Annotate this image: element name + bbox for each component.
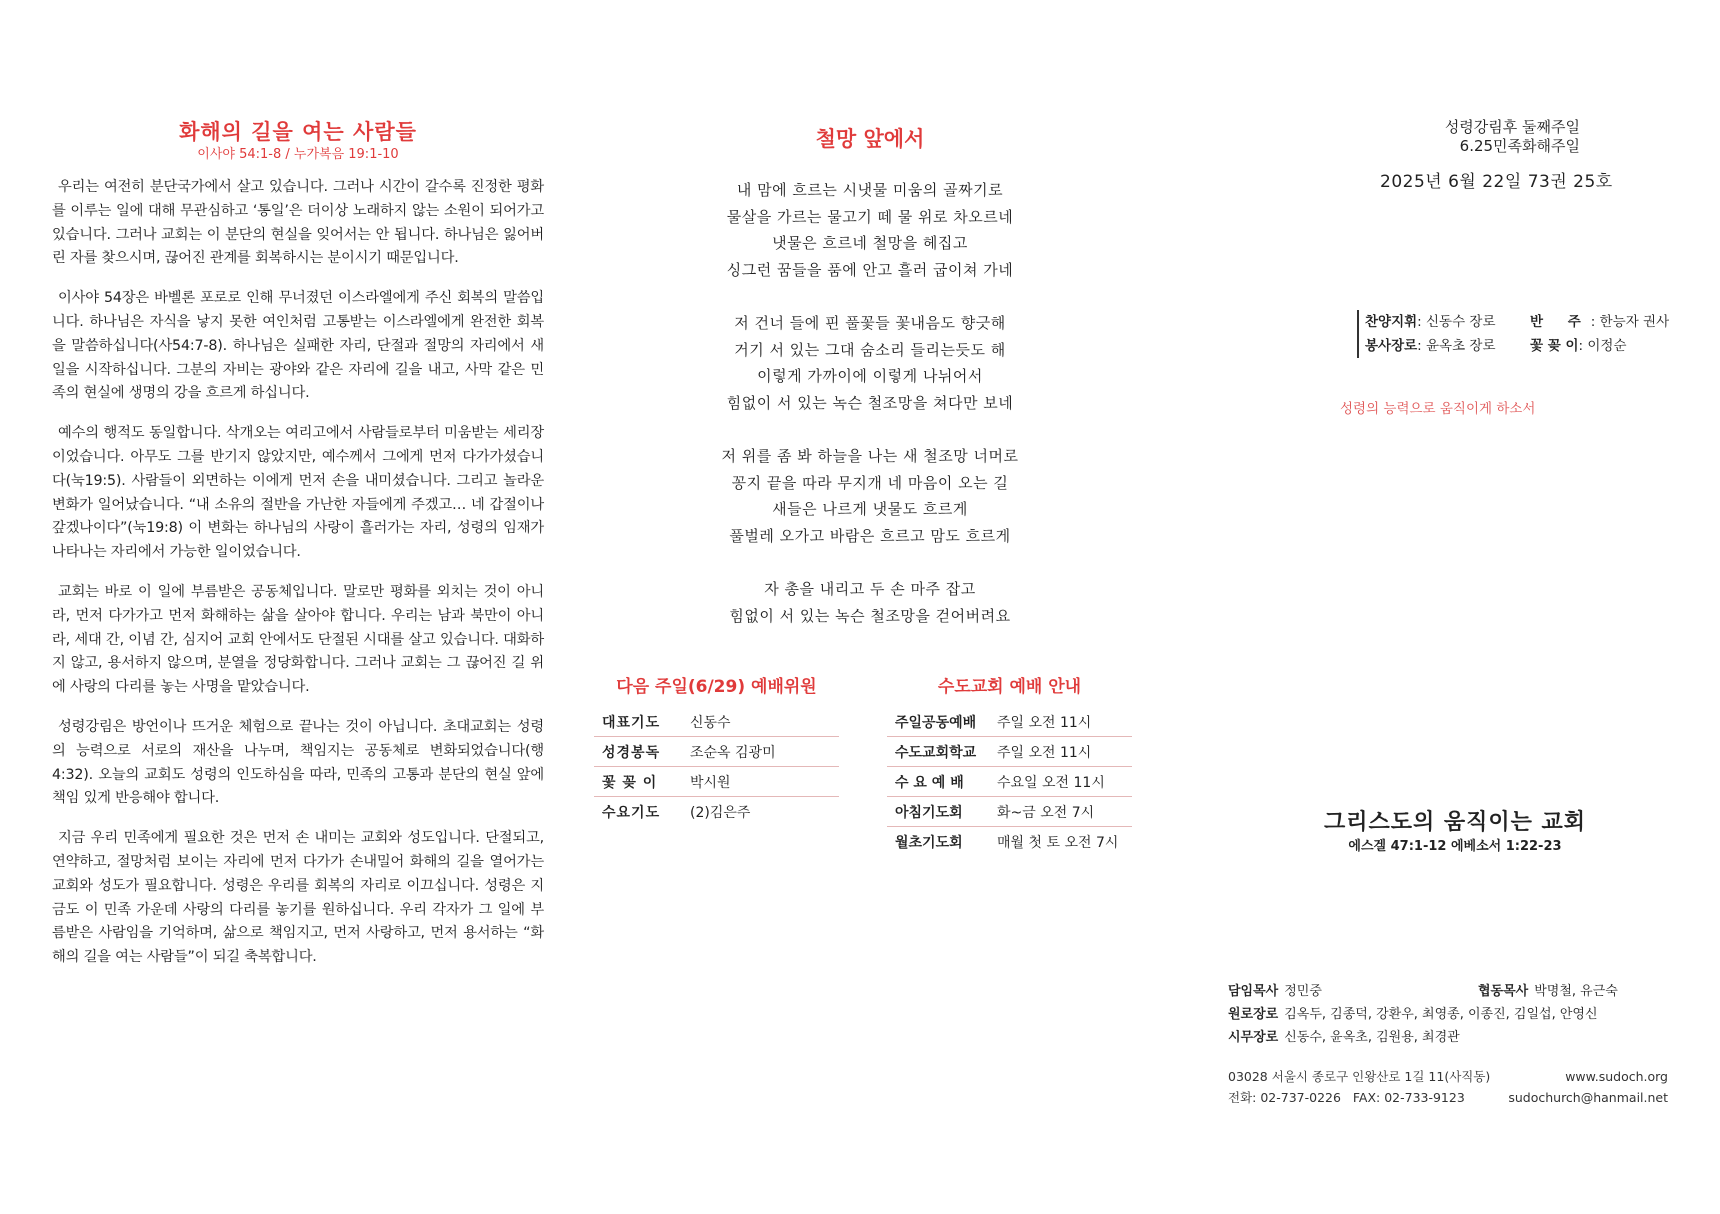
row-label: 아침기도회 bbox=[895, 804, 963, 821]
role-value: : 한능자 권사 bbox=[1590, 314, 1670, 330]
role-row bbox=[1365, 334, 1695, 358]
poem-line: 힘없이 서 있는 녹슨 철조망을 걷어버려요 bbox=[729, 606, 1011, 625]
row-value: 신동수 bbox=[690, 714, 731, 731]
staff-label: 원로장로 bbox=[1228, 1007, 1279, 1022]
contact-info bbox=[1228, 1066, 1668, 1108]
row-value: 수요일 오전 11시 bbox=[997, 774, 1105, 791]
poem-line: 싱그런 꿈들을 품에 안고 흘러 굽이쳐 가네 bbox=[726, 260, 1014, 279]
row-label: 주일공동예배 bbox=[895, 714, 977, 731]
sermon-paragraph: 지금 우리 민족에게 필요한 것은 먼저 손 내미는 교회와 성도입니다. 단절되고, 연약하고, 절망처럼 보이는 자리에 먼저 다가가 손내밀어 화해의 길을 열어가는 교회와 성도가 필요합니다. 성령은 우리를 회복의 자리로 이끄십니다. 성령은 지금도 이 민족 가운데 사랑의 다리를 놓기를 원하십니다. 우리 각자가 그 일에 부름받은 사람임을 기억하며, 삶으로 책임지고, 먼저 사랑하고, 먼저 용서하는 “화해의 길을 여는 사람들”이 되길 축복합니다. bbox=[52, 830, 544, 966]
role-label: 찬양지휘 bbox=[1365, 314, 1418, 330]
table-row bbox=[594, 767, 839, 797]
role-label: 반 주 bbox=[1530, 314, 1591, 330]
poem-line: 물살을 가르는 물고기 떼 물 위로 차오르네 bbox=[726, 207, 1014, 226]
special-sunday: 6.25민족화해주일 bbox=[1459, 137, 1580, 155]
poem-stanza bbox=[630, 177, 1110, 283]
role-label: 꽃 꽂 이 bbox=[1530, 338, 1579, 354]
servers-title: 다음 주일(6/29) 예배위원 bbox=[616, 677, 817, 697]
staff-names: 박명철, 유근숙 bbox=[1534, 984, 1618, 999]
sermon-paragraph: 성령강림은 방언이나 뜨거운 체험으로 끝나는 것이 아닙니다. 초대교회는 성령의 능력으로 서로의 재산을 나누며, 책임지는 공동체로 변화되었습니다(행 4:32). 오늘의 교회도 성령의 인도하심을 따라, 민족의 고통과 분단의 현실 앞에 책임 있게 반응해야 합니다. bbox=[52, 718, 544, 807]
poem-line: 내 맘에 흐르는 시냇물 미움의 골짜기로 bbox=[736, 181, 1004, 199]
role-value: : 신동수 장로 bbox=[1417, 314, 1496, 330]
prayer-phrase: 성령의 능력으로 움직이게 하소서 bbox=[1340, 401, 1536, 417]
church-staff bbox=[1228, 980, 1648, 1049]
staff-row bbox=[1228, 1003, 1648, 1026]
worship-schedule bbox=[887, 675, 1132, 856]
poem-line: 자 총을 내리고 두 손 마주 잡고 bbox=[764, 580, 976, 598]
poem-line: 저 위를 좀 봐 하늘을 나는 새 철조망 너머로 bbox=[721, 447, 1019, 465]
table-row bbox=[887, 797, 1132, 827]
church-motto bbox=[1300, 808, 1610, 856]
poem-line: 꽁지 끝을 따라 무지개 네 마음이 오는 길 bbox=[731, 473, 1009, 492]
role-label: 봉사장로 bbox=[1365, 338, 1418, 354]
role-row bbox=[1365, 310, 1695, 334]
table-row bbox=[887, 827, 1132, 856]
contact-row bbox=[1228, 1066, 1668, 1087]
row-label: 꽃 꽂 이 bbox=[602, 774, 658, 791]
row-label: 수도교회학교 bbox=[895, 744, 977, 761]
staff-label: 담임목사 bbox=[1228, 984, 1279, 999]
poem-line: 이렇게 가까이에 이렇게 나뉘어서 bbox=[757, 367, 983, 385]
contact-row bbox=[1228, 1087, 1668, 1108]
poem-stanza bbox=[630, 310, 1110, 416]
table-row bbox=[594, 797, 839, 826]
staff-row bbox=[1228, 980, 1648, 1003]
sermon-reference: 이사야 54:1-8 / 누가복음 19:1-10 bbox=[197, 147, 399, 162]
table-row bbox=[887, 707, 1132, 737]
row-value: 주일 오전 11시 bbox=[997, 714, 1092, 731]
service-roles bbox=[1357, 310, 1695, 358]
poem-line: 저 건너 들에 핀 풀꽃들 꽃내음도 향긋해 bbox=[734, 314, 1006, 332]
role-value: : 윤옥초 장로 bbox=[1417, 338, 1496, 354]
issue-date: 2025년 6월 22일 73권 25호 bbox=[1380, 172, 1613, 192]
table-row bbox=[594, 707, 839, 737]
bulletin-header bbox=[1380, 118, 1680, 194]
poem-stanza bbox=[630, 443, 1110, 549]
row-label: 대표기도 bbox=[602, 714, 661, 731]
sermon-paragraph: 예수의 행적도 동일합니다. 삭개오는 여리고에서 사람들로부터 미움받는 세리장이었습니다. 아무도 그를 반기지 않았지만, 예수께서 그에게 먼저 다가가셨습니다(눅19:5). 사람들이 외면하는 이에게 먼저 손을 내미셨습니다. 그리고 놀라운 변화가 일어났습니다. “내 소유의 절반을 가난한 자들에게 주겠고… 네 갑절이나 갚겠나이다”(눅19:8) 이 변화는 하나님의 사랑이 흘러가는 자리, 성령의 임재가 나타나는 자리에서 가능한 일이었습니다. bbox=[52, 425, 544, 561]
address: 03028 서울시 종로구 인왕산로 1길 11(사직동) bbox=[1228, 1069, 1491, 1084]
poem-stanza bbox=[630, 576, 1110, 629]
poem-line: 냇물은 흐르네 철망을 헤집고 bbox=[772, 234, 968, 252]
staff-row bbox=[1228, 1026, 1648, 1049]
role-value: : 이정순 bbox=[1578, 338, 1627, 354]
church-verse: 에스겔 47:1-12 에베소서 1:22-23 bbox=[1348, 839, 1562, 854]
row-label: 수 요 예 배 bbox=[895, 774, 964, 791]
staff-names: 김옥두, 김종덕, 강환우, 최영종, 이종진, 김일섭, 안영신 bbox=[1284, 1007, 1598, 1022]
row-value: 박시원 bbox=[690, 774, 731, 791]
next-week-servers bbox=[594, 675, 839, 826]
phone-fax: 전화: 02-737-0226 FAX: 02-733-9123 bbox=[1228, 1090, 1465, 1105]
poem-line: 풀벌레 오가고 바람은 흐르고 맘도 흐르게 bbox=[729, 526, 1011, 545]
email-link[interactable]: sudochurch@hanmail.net bbox=[1508, 1090, 1668, 1105]
schedule-title: 수도교회 예배 안내 bbox=[937, 677, 1082, 697]
row-value: 화~금 오전 7시 bbox=[997, 804, 1095, 821]
row-label: 성경봉독 bbox=[602, 744, 661, 761]
row-value: (2)김은주 bbox=[690, 804, 751, 821]
poem-title: 철망 앞에서 bbox=[815, 127, 925, 151]
sermon-paragraph: 교회는 바로 이 일에 부름받은 공동체입니다. 말로만 평화를 외치는 것이 아니라, 먼저 다가가고 먼저 화해하는 삶을 살아야 합니다. 우리는 남과 북만이 아니라, 세대 간, 이념 간, 심지어 교회 안에서도 단절된 시대를 살고 있습니다. 대화하지 않고, 용서하지 않으며, 분열을 정당화합니다. 그러나 교회는 그 끊어진 길 위에 사랑의 다리를 놓는 사명을 맡았습니다. bbox=[52, 583, 544, 696]
table-row bbox=[887, 767, 1132, 797]
sermon-paragraph: 이사야 54장은 바벨론 포로로 인해 무너졌던 이스라엘에게 주신 회복의 말씀입니다. 하나님은 자식을 낳지 못한 여인처럼 고통받는 이스라엘에게 완전한 회복을 말씀하십니다(사54:7-8). 하나님은 실패한 자리, 단절과 절망의 자리에서 새 일을 시작하십니다. 그분의 자비는 광야와 같은 자리에 길을 내고, 사막 같은 민족의 현실에 생명의 강을 흐르게 하십니다. bbox=[52, 290, 544, 402]
staff-label: 시무장로 bbox=[1228, 1030, 1279, 1045]
staff-names: 정민중 bbox=[1284, 984, 1322, 999]
church-name: 그리스도의 움직이는 교회 bbox=[1323, 810, 1587, 835]
sermon-title: 화해의 길을 여는 사람들 bbox=[179, 120, 417, 144]
liturgical-day: 성령강림후 둘째주일 bbox=[1444, 118, 1580, 136]
poem-line: 새들은 나르게 냇물도 흐르게 bbox=[772, 500, 968, 518]
row-label: 수요기도 bbox=[602, 804, 661, 821]
row-value: 조순옥 김광미 bbox=[690, 744, 776, 761]
poem-column bbox=[630, 125, 1110, 656]
row-label: 월초기도회 bbox=[895, 834, 963, 851]
table-row bbox=[594, 737, 839, 767]
staff-names: 신동수, 윤옥초, 김원용, 최경관 bbox=[1284, 1030, 1460, 1045]
website-link[interactable]: www.sudoch.org bbox=[1565, 1069, 1668, 1084]
row-value: 매월 첫 토 오전 7시 bbox=[997, 834, 1119, 851]
row-value: 주일 오전 11시 bbox=[997, 744, 1092, 761]
poem-line: 거기 서 있는 그대 숨소리 들리는듯도 해 bbox=[734, 340, 1006, 359]
sermon-column bbox=[52, 118, 544, 986]
poem-line: 힘없이 서 있는 녹슨 철조망을 쳐다만 보네 bbox=[726, 393, 1014, 412]
table-row bbox=[887, 737, 1132, 767]
sermon-paragraph: 우리는 여전히 분단국가에서 살고 있습니다. 그러나 시간이 갈수록 진정한 평화를 이루는 일에 대해 무관심하고 ‘통일’은 더이상 노래하지 않는 소원이 되어가고 있습니다. 그러나 교회는 이 분단의 현실을 잊어서는 안 됩니다. 하나님은 잃어버린 자를 찾으시며, 끊어진 관계를 회복하시는 분이시기 때문입니다. bbox=[52, 179, 544, 267]
staff-label: 협동목사 bbox=[1478, 984, 1529, 999]
